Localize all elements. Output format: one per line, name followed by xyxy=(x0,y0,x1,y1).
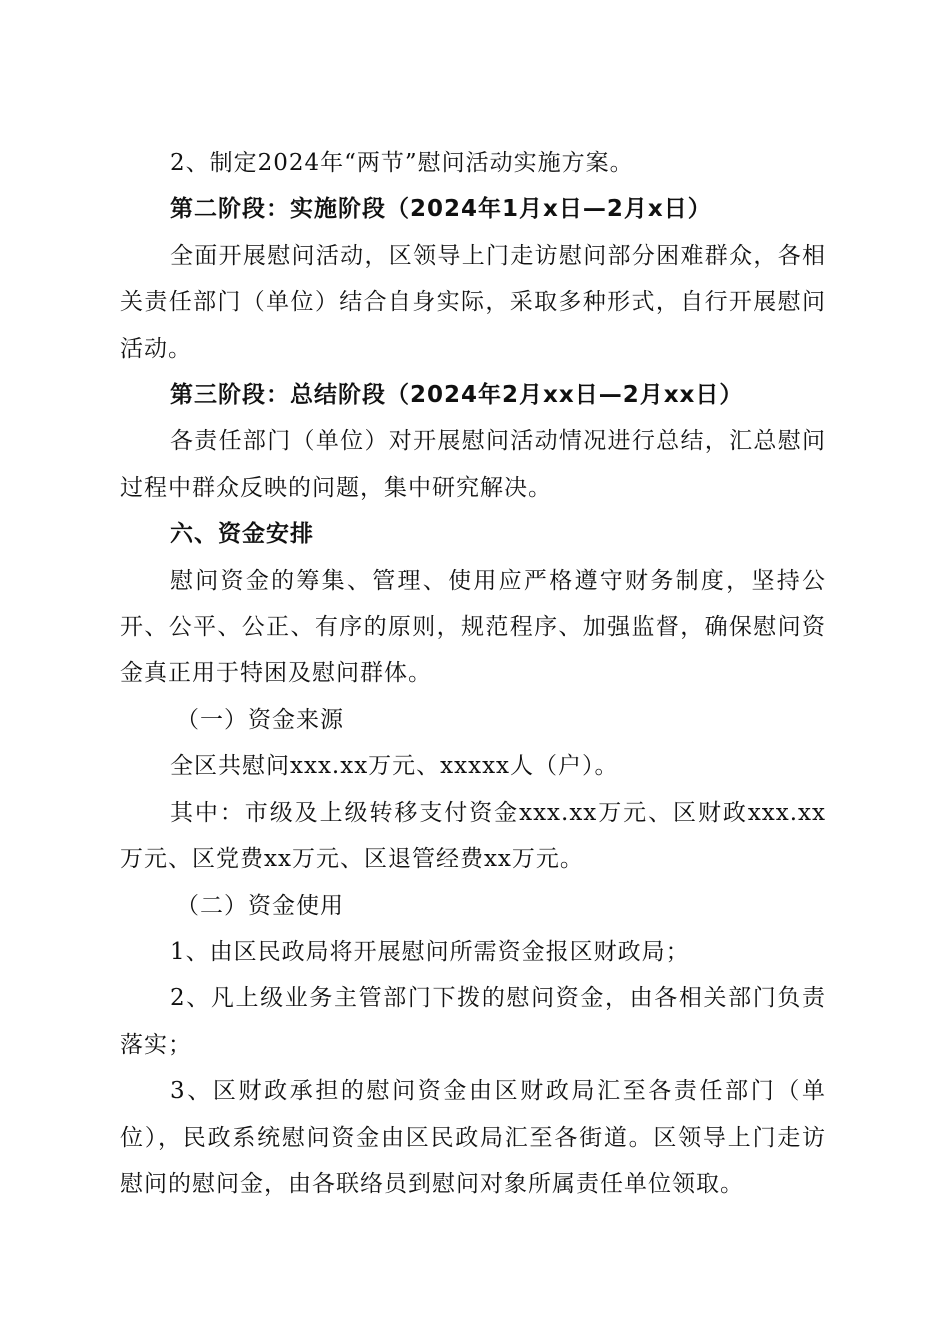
funding-use-1: 1、由区民政局将开展慰问所需资金报区财政局； xyxy=(170,938,690,965)
document-body xyxy=(120,140,826,1207)
funding-breakdown: 其中：市级及上级转移支付资金xxx.xx万元、区财政xxx.xx万元、区党费xx万元、区退管经费xx万元。 xyxy=(120,799,826,873)
stage-3-body: 各责任部门（单位）对开展慰问活动情况进行总结，汇总慰问过程中群众反映的问题，集中研究解决。 xyxy=(120,428,826,501)
funding-total: 全区共慰问xxx.xx万元、xxxxx人（户）。 xyxy=(170,753,619,780)
plan-item-2: 2、制定2024年“两节”慰问活动实施方案。 xyxy=(170,150,634,176)
stage-2-title: 第二阶段：实施阶段（2024年1月x日—2月x日） xyxy=(170,196,712,223)
section-6-body: 慰问资金的筹集、管理、使用应严格遵守财务制度，坚持公开、公平、公正、有序的原则，规范程序、加强监督，确保慰问资金真正用于特困及慰问群体。 xyxy=(120,567,826,687)
funding-use-title: （二）资金使用 xyxy=(176,892,344,919)
stage-3-title: 第三阶段：总结阶段（2024年2月xx日—2月xx日） xyxy=(170,382,744,409)
funding-use-2: 2、凡上级业务主管部门下拨的慰问资金，由各相关部门负责落实； xyxy=(120,985,826,1058)
funding-source-title: （一）资金来源 xyxy=(176,706,344,733)
section-6-title: 六、资金安排 xyxy=(170,521,314,548)
stage-2-body: 全面开展慰问活动，区领导上门走访慰问部分困难群众，各相关责任部门（单位）结合自身实际，采取多种形式，自行开展慰问活动。 xyxy=(120,242,826,362)
funding-use-3: 3、区财政承担的慰问资金由区财政局汇至各责任部门（单位），民政系统慰问资金由区民政局汇至各街道。区领导上门走访慰问的慰问金，由各联络员到慰问对象所属责任单位领取。 xyxy=(120,1078,826,1197)
